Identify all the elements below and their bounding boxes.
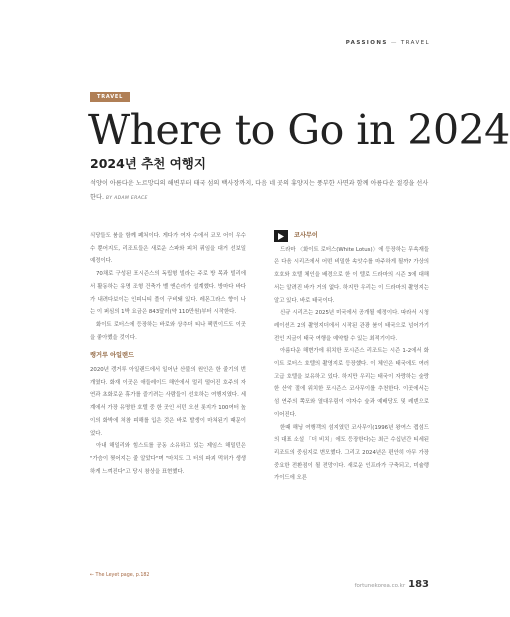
body-paragraph: 화이트 로터스에 등장하는 바로와 상추더 티나 팩퀸이드도 이곳을 좋아했을 것이다.	[90, 321, 246, 341]
body-paragraph: 한때 해닝 여행객의 섬지였던 코사무이(1996년 왕여스 캡섬드의 대표 소설 「더 비치」에도 등장한다)는 최근 수십년간 티세된 리조트의 중심지로 변모했다. 그리고 2024년은 편안히 아무 가장 중요한 전환점이 될 전망이다. 새로운 인프라가 구축되고, 미슐랭 가이드에 오른	[274, 424, 429, 482]
section-heading-kangaroo-island: 랭거루 아일랜드	[90, 352, 134, 360]
body-paragraph: 식당들도 붐을 함께 폐쳐이다. 게다가 여자 수에서 코모 어이 우수수 뿐어지도, 리조트들은 새로운 스파와 피처 퓌임을 대거 선보일 예정이다.	[90, 233, 246, 265]
running-head	[346, 40, 430, 46]
page-footer	[355, 579, 429, 590]
photo-credit-note: ← The Leyet page, p.182	[90, 573, 150, 578]
page-number: 183	[408, 579, 429, 590]
footer-site: fortunekorea.co.kr	[354, 583, 406, 589]
play-icon	[274, 230, 288, 242]
body-paragraph: 2020년 캥거루 아일랜드에서 일어난 산불의 원인은 한 줄기의 번개였다. 화재 이곳은 애들레이드 해안에서 멀리 떨어진 호주의 자연과 초화로운 휴가를 즐기려는 사람들이 선호하는 여행지였다. 세계에서 가장 유명한 호텔 중 한 곳인 서던 오션 롯지가 100여터 높이의 화박에 처참 피해를 입은 것은 바로 발생이 마쳐된기 때문이었다.	[90, 367, 246, 437]
body-paragraph: 아름다운 해변가에 위치한 포시즌스 리조트는 시즌 1-2에서 화이트 로터스 호텔의 촬영지로 등장했다. 이 체인은 태국에도 여러 고급 호텔을 보유하고 있다. 하지만 우리는 태국이 자랑하는 숲랑한 산악 절에 위치한 포시즌스 코사무이를 추천한다. 이곳에서는 섬 연주의 쪽포와 열대우림이 야자수 숲과 예배당도 및 레덴으로 이어진다.	[274, 348, 429, 418]
body-paragraph: 드라마 〈화이트 로터스(White Lotus)〉에 등장하는 무속재들은 다음 시리즈에서 어떤 비밀한 속앗수를 마주하게 될까? 가상의 호호와 호텔 체인을 배경으로 한 이 텔로 드라마의 시즌 3에 대해서는 알려진 바가 거의 없다. 하지만 우리는 이 드라마의 촬영지는 알고 있다. 바로 태국이다.	[274, 246, 429, 304]
byline: BY ADAM ERACE	[105, 196, 148, 201]
section-header-koh-samui	[274, 230, 429, 243]
running-head-category: TRAVEL	[400, 40, 430, 46]
standfirst	[90, 177, 430, 206]
standfirst-text: 석양이 아름다운 노르망디의 해변부터 태국 섬의 백사장까지, 다음 네 곳의 휴양지는 풍부한 사면과 함께 아름다운 절경을 선사한다.	[90, 180, 429, 201]
right-column	[274, 230, 429, 485]
category-tag: TRAVEL	[90, 92, 130, 102]
body-paragraph: 아내 해일리와 힘스트를 공동 소유하고 있는 제임스 해밀턴은 "가슴이 찢어지는 줄 알았다"며 "마치도 그 터의 파괴 먹허가 생생하게 느껴진다"고 당시 참상을 표현했다.	[90, 443, 246, 475]
body-paragraph: 신규 시리즈는 2025년 미국에서 공개될 예정이다. 따라서 시청레이션즈 2의 촬영지더에서 시작된 관광 붐이 태국으로 넘어가기 전인 지금이 태국 여행을 예약할 수 있는 최적기이다.	[274, 310, 429, 342]
section-heading-koh-samui: 코사무이	[294, 232, 318, 239]
left-column	[90, 230, 246, 478]
running-head-separator: —	[390, 40, 398, 46]
body-paragraph: 70채로 구성된 포시즌스의 독립형 빌라는 주로 방 목과 빌리에서 활동하는 유명 조형 건축가 벨 앤슨러가 설계했다. 방마다 바다가 내려다보이는 인피니티 풀이 구비돼 있다. 레몬그라스 향이 나는 이 퍼심의 1박 요금은 843달러(약 110만원)부터 시작한다.	[90, 271, 246, 316]
article-title: Where to Go in 2024	[88, 106, 510, 154]
article-subtitle: 2024년 추천 여행지	[90, 156, 206, 171]
running-head-section: PASSIONS	[345, 40, 388, 46]
